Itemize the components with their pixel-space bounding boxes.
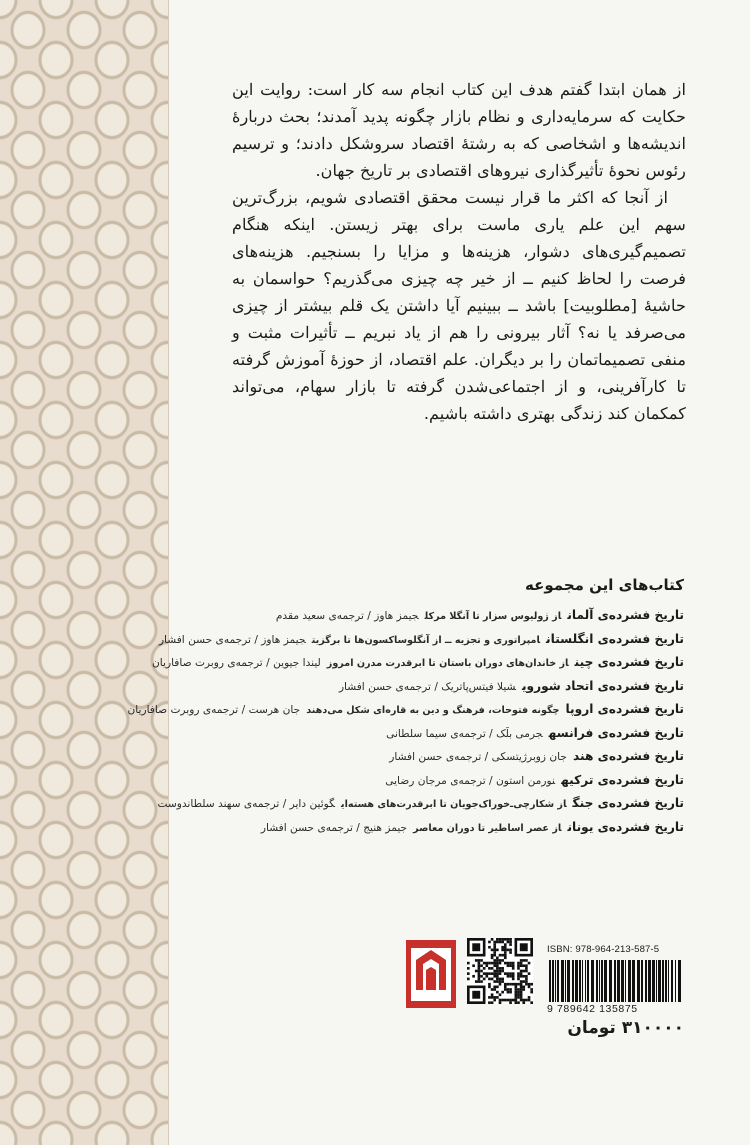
book-list-item bbox=[127, 698, 684, 722]
book-credit: جان هرست / ترجمه‌ی روبرت صافاریان bbox=[127, 704, 301, 716]
qr-code bbox=[467, 938, 533, 1004]
isbn-text: ISBN: 978-964-213-587-5 bbox=[547, 944, 660, 955]
book-title: تاریخ فشرده‌ی ترکیه bbox=[561, 772, 684, 787]
book-subtitle: از خاندان‌های دوران باستان تا ابرقدرت مدرن امروز bbox=[326, 658, 569, 669]
book-credit: جیمز هاوز / ترجمه‌ی سعید مقدم bbox=[275, 610, 419, 622]
book-title: تاریخ فشرده‌ی یونان bbox=[567, 819, 684, 834]
book-credit: لیندا جیوین / ترجمه‌ی روبرت صافاریان bbox=[152, 657, 321, 669]
publisher-logo bbox=[406, 940, 456, 1008]
back-cover-text bbox=[232, 76, 686, 427]
book-title: تاریخ فشرده‌ی هند bbox=[572, 749, 684, 763]
decorative-coin-border bbox=[0, 0, 169, 1145]
book-list-item bbox=[254, 769, 684, 793]
book-credit: نورمن استون / ترجمه‌ی مرجان رضایی bbox=[385, 774, 556, 787]
book-credit: گوئین دایر / ترجمه‌ی سهند سلطاندوست bbox=[157, 798, 335, 810]
intro-paragraph-1: از همان ابتدا گفتم هدف این کتاب انجام سه کار است: روایت این حکایت که سرمایه‌داری و نظام بازار چگونه پدید آمدند؛ بحث دربارهٔ اندیشه‌ها و اشخاصی که به رشتهٔ اقتصاد سروشکل دادند؛ و ترسیم رئوس نحوهٔ تأثیرگذاری نیروهای اقتصادی بر تاریخ جهان. bbox=[232, 80, 686, 180]
book-list-item bbox=[254, 745, 684, 769]
book-list-item bbox=[254, 722, 684, 746]
book-list-item bbox=[158, 628, 684, 652]
book-subtitle: از عصر اساطیر تا دوران معاصر bbox=[413, 822, 562, 834]
book-subtitle: از ژولیوس سزار تا آنگلا مرکل bbox=[424, 611, 562, 622]
price-label: ۳۱۰۰۰۰ تومان bbox=[567, 1018, 684, 1038]
book-list-item bbox=[254, 604, 684, 628]
barcode-number: 9 789642 135875 bbox=[547, 1003, 638, 1015]
book-credit: شیلا فیتس‌پاتریک / ترجمه‌ی حسن افشار bbox=[338, 680, 516, 693]
book-list-item bbox=[152, 651, 684, 675]
book-subtitle: از شکارچی‌ـ‌خوراک‌جویان تا ابرقدرت‌های هسته‌ای bbox=[341, 799, 567, 810]
book-title: تاریخ فشرده‌ی اروپا bbox=[565, 702, 684, 716]
barcode bbox=[547, 960, 683, 1002]
book-credit: جیمز هنیج / ترجمه‌ی حسن افشار bbox=[260, 821, 408, 834]
book-title: تاریخ فشرده‌ی انگلستان bbox=[546, 631, 684, 646]
series-heading: کتاب‌های این مجموعه bbox=[525, 576, 684, 594]
book-title: تاریخ فشرده‌ی اتحاد شوروی bbox=[521, 678, 684, 693]
book-credit: جرمی بلَک / ترجمه‌ی سیما سلطانی bbox=[386, 727, 543, 740]
book-list-item bbox=[157, 792, 684, 816]
book-title: تاریخ فشرده‌ی جنگ bbox=[572, 796, 684, 810]
book-subtitle: چگونه فتوحات، فرهنگ و دین به قاره‌ای شکل می‌دهند bbox=[306, 705, 560, 716]
series-book-list bbox=[127, 604, 684, 839]
book-title: تاریخ فشرده‌ی آلمان bbox=[567, 608, 684, 622]
book-title: تاریخ فشرده‌ی چین bbox=[574, 655, 684, 669]
book-subtitle: امپراتوری و تجزیه ــ از آنگلوساکسون‌ها تا برگزیت bbox=[311, 634, 541, 646]
book-credit: جیمز هاوز / ترجمه‌ی حسن افشار bbox=[158, 633, 306, 646]
intro-paragraph-2: از آنجا که اکثر ما قرار نیست محقق اقتصادی شویم، بزرگ‌ترین سهم این علم یاری ماست برای بهتر زیستن. اینکه هنگام تصمیم‌گیری‌های دشوار، هزینه‌ها و مزایا را بسنجیم. هزینه‌های فرصت را لحاظ کنیم ــ از خیر چه چیزی می‌گذریم؟ حواسمان به حاشیهٔ [مطلوبیت] باشد ــ ببینیم آیا داشتن یک قلم بیشتر از چیزی می‌صرفد یا نه؟ آثار بیرونی را هم از یاد نبریم ــ تأثیرات مثبت و منفی تصمیماتمان را بر دیگران. علم اقتصاد، از حوزهٔ آموزش گرفته تا کارآفرینی، و از اجتماعی‌شدن گرفته تا بازار سهام، می‌تواند کمکمان کند زندگی بهتری داشته باشیم. bbox=[232, 188, 686, 423]
book-list-item bbox=[254, 816, 684, 840]
book-credit: جان زوبرژیتسکی / ترجمه‌ی حسن افشار bbox=[389, 751, 567, 763]
book-title: تاریخ فشرده‌ی فرانسه bbox=[548, 725, 684, 740]
book-list-item bbox=[254, 675, 684, 699]
